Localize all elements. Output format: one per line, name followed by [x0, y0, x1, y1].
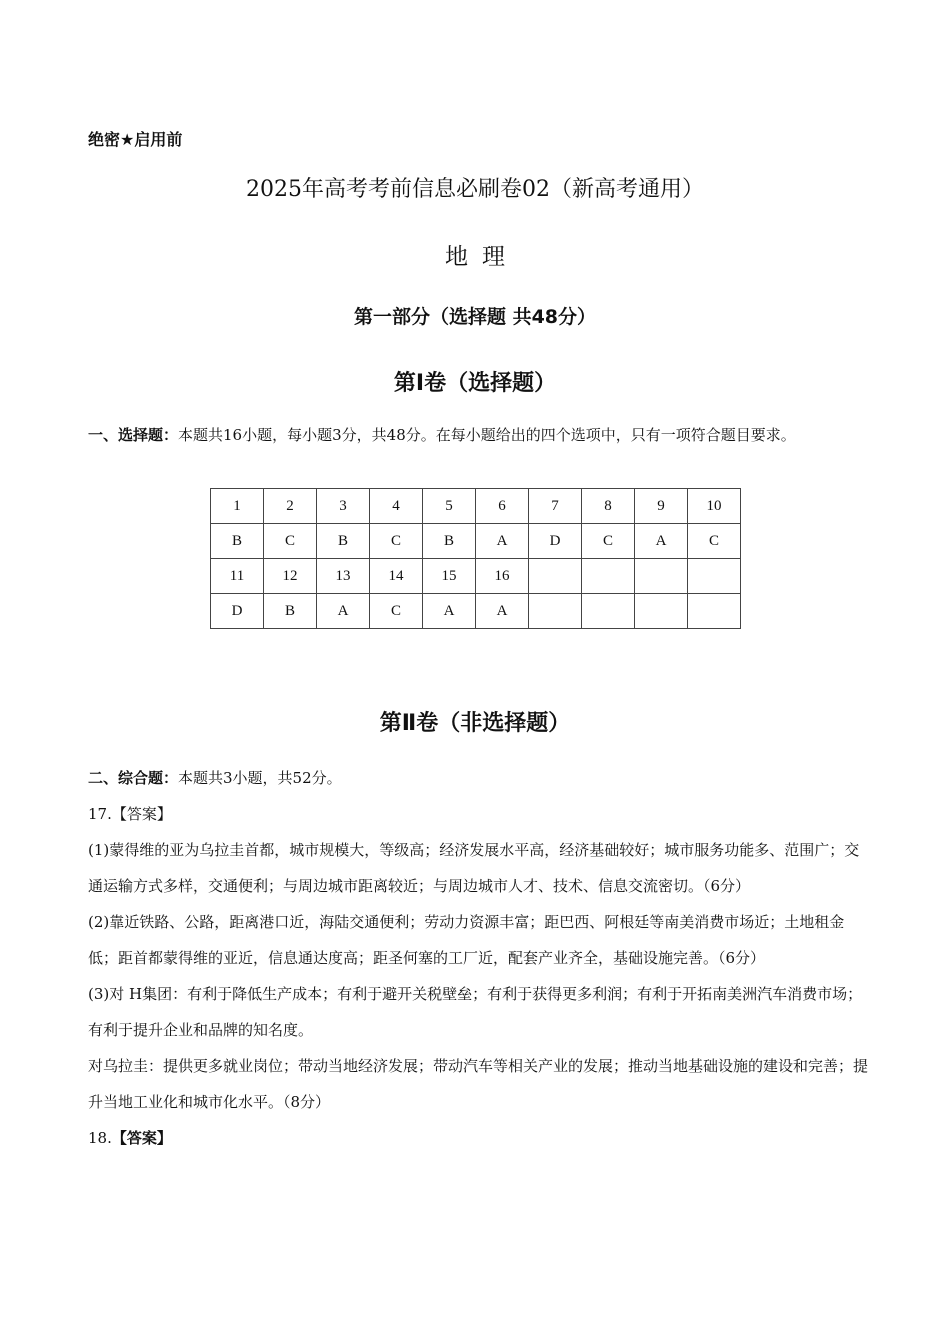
answer-table-cell	[688, 559, 741, 594]
answer-table-cell	[529, 559, 582, 594]
answer-table	[210, 488, 741, 629]
answer-table-cell: A	[317, 594, 370, 629]
confidential-label: 绝密★启用前	[88, 130, 183, 149]
answer-table-cell: B	[317, 524, 370, 559]
answer-table-cell: A	[635, 524, 688, 559]
answer-table-cell: D	[529, 524, 582, 559]
answer-table-row	[211, 594, 741, 629]
answer-table-cell: B	[211, 524, 264, 559]
section-two-text: 本题共3小题，共52分。	[178, 769, 342, 787]
answer-table-cell: 1	[211, 489, 264, 524]
volume-two-heading: 第Ⅱ卷（非选择题）	[379, 711, 571, 736]
answer-table-cell	[529, 594, 582, 629]
answer-table-row	[211, 489, 741, 524]
answer-table-cell: C	[582, 524, 635, 559]
answer-table-cell: C	[370, 524, 423, 559]
q18-number: 18.	[88, 1129, 112, 1147]
section-two-instruction	[88, 760, 868, 796]
answer-table-row	[211, 559, 741, 594]
answer-table-cell: 9	[635, 489, 688, 524]
answer-table-cell	[582, 559, 635, 594]
answer-table-cell	[582, 594, 635, 629]
q17-number: 17.	[88, 805, 112, 823]
section-one-label: 一、选择题：	[88, 426, 179, 444]
section-one-text: 本题共16小题，每小题3分，共48分。在每小题给出的四个选项中，只有一项符合题目要求。	[178, 426, 796, 444]
answer-table-cell: 12	[264, 559, 317, 594]
answer-table-cell: 16	[476, 559, 529, 594]
q17-part-3-uruguay: 对乌拉圭：提供更多就业岗位；带动当地经济发展；带动汽车等相关产业的发展；推动当地基础设施的建设和完善；提升当地工业化和城市化水平。（8分）	[88, 1057, 869, 1111]
answer-table-cell: A	[476, 524, 529, 559]
answer-table-cell	[688, 594, 741, 629]
answer-table-cell: 10	[688, 489, 741, 524]
answer-table-cell: C	[370, 594, 423, 629]
answer-table-cell: C	[688, 524, 741, 559]
answer-table-cell: 7	[529, 489, 582, 524]
answer-table-cell: 11	[211, 559, 264, 594]
answer-table-cell	[635, 594, 688, 629]
answer-table-cell: A	[423, 594, 476, 629]
exam-title: 2025年高考考前信息必刷卷02（新高考通用）	[246, 177, 704, 202]
answer-table-cell: 14	[370, 559, 423, 594]
subject-title: 地理	[445, 244, 519, 270]
volume-one-heading: 第Ⅰ卷（选择题）	[393, 371, 557, 396]
q17-part-2: (2)靠近铁路、公路，距离港口近，海陆交通便利；劳动力资源丰富；距巴西、阿根廷等南美消费市场近；土地租金低；距首都蒙得维的亚近，信息通达度高；距圣何塞的工厂近，配套产业齐全，基础设施完善。（6分）	[88, 913, 845, 967]
q18-heading	[88, 1120, 868, 1156]
answer-table-cell: 13	[317, 559, 370, 594]
section-two-label: 二、综合题：	[88, 769, 179, 787]
answer-table-cell: A	[476, 594, 529, 629]
section-two-content	[88, 760, 868, 1156]
section-one-instruction	[88, 418, 866, 452]
answer-table-cell: C	[264, 524, 317, 559]
answer-table-cell: D	[211, 594, 264, 629]
answer-table-cell: 2	[264, 489, 317, 524]
q17-part-3: (3)对 H集团：有利于降低生产成本；有利于避开关税壁垒；有利于获得更多利润；有利于开拓南美洲汽车消费市场；有利于提升企业和品牌的知名度。	[88, 985, 863, 1039]
q17-heading	[88, 796, 868, 832]
answer-table-cell: 5	[423, 489, 476, 524]
q17-answer-label: 【答案】	[111, 805, 172, 823]
answer-table-cell: 6	[476, 489, 529, 524]
answer-table-cell	[635, 559, 688, 594]
answer-table-cell: 8	[582, 489, 635, 524]
part-one-heading: 第一部分（选择题 共48分）	[353, 306, 597, 328]
answer-table-cell: B	[423, 524, 476, 559]
answer-table-cell: 15	[423, 559, 476, 594]
answer-table-cell: 4	[370, 489, 423, 524]
answer-table-cell: 3	[317, 489, 370, 524]
answer-table-row	[211, 524, 741, 559]
q18-answer-label: 【答案】	[111, 1129, 172, 1147]
answer-table-cell: B	[264, 594, 317, 629]
q17-part-1: (1)蒙得维的亚为乌拉圭首都，城市规模大，等级高；经济发展水平高，经济基础较好；城市服务功能多、范围广；交通运输方式多样，交通便利；与周边城市距离较近；与周边城市人才、技术、信息交流密切。（6分）	[88, 841, 860, 895]
